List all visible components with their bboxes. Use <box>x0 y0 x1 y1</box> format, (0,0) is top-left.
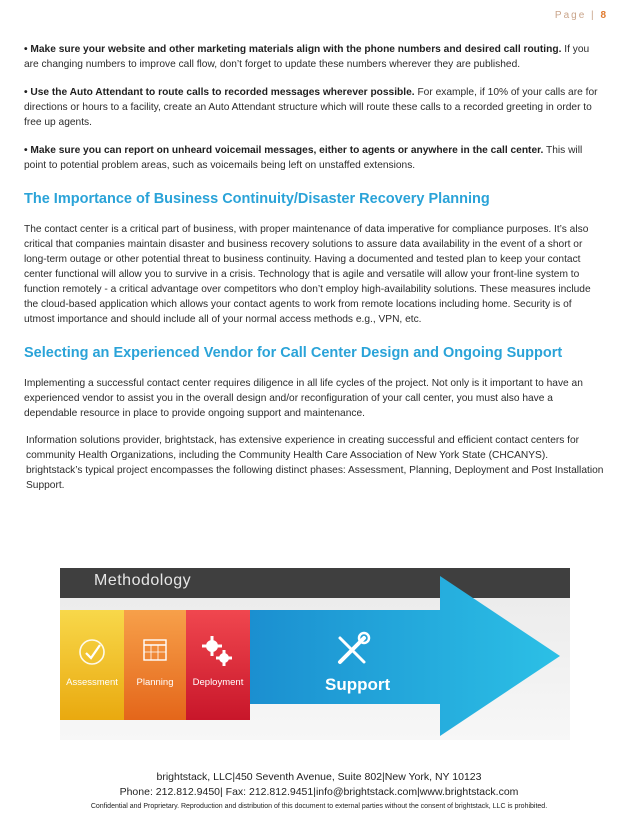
page-prefix: Page | <box>554 10 596 21</box>
bullet-auto-attendant <box>24 85 604 130</box>
methodology-figure <box>60 568 570 740</box>
bullet-website-lead: • Make sure your website and other marketing materials align with the phone numbers and desired call routing. <box>24 44 562 55</box>
paragraph-vendor-1: Implementing a successful contact center requires diligence in all life cycles of the project. Not only is it important to have an experienced vendor to assist you in the overall design and/or reconfiguration of your call center, you must also have a dependable resource in place to provide ongoing support and maintenance. <box>24 378 583 419</box>
support-label: Support <box>325 675 391 694</box>
document-body <box>24 42 604 505</box>
bullet-voicemail <box>24 143 604 173</box>
bullet-auto-attendant-text: For example, if 10% of your calls are for directions or hours to a facility, create an Auto Attendant structure which will route these calls to a recorded greeting in order to free up agents. <box>24 87 598 128</box>
phase-assessment-block <box>60 610 124 720</box>
phase-planning-block <box>124 610 186 720</box>
phase-deployment-label: Deployment <box>192 677 244 688</box>
phase-deployment-block <box>186 610 250 720</box>
section-heading-vendor: Selecting an Experienced Vendor for Call Center Design and Ongoing Support <box>24 345 563 361</box>
bullet-auto-attendant-lead: • Use the Auto Attendant to route calls to recorded messages wherever possible. <box>24 87 415 98</box>
bullet-voicemail-lead: • Make sure you can report on unheard voicemail messages, either to agents or anywhere in the call center. <box>24 145 544 156</box>
footer-contact: Phone: 212.812.9450| Fax: 212.812.9451|info@brightstack.com|www.brightstack.com <box>119 786 519 798</box>
methodology-graphic <box>60 568 570 740</box>
support-arrow <box>250 576 560 736</box>
footer-confidentiality: Confidential and Proprietary. Reproduction and distribution of this document to external parties without the consent of brightstack, LLC is prohibited. <box>90 803 548 810</box>
bullet-website <box>24 42 604 72</box>
section-heading-continuity: The Importance of Business Continuity/Disaster Recovery Planning <box>24 191 490 207</box>
paragraph-vendor-2: Information solutions provider, brightstack, has extensive experience in creating successful and efficient contact centers for community Health Organizations, including the Community Health Care Association of New York State (CHCANYS). brightstack’s typical project encompasses the following distinct phases: Assessment, Planning, Deployment and Post Installation Support. <box>26 435 604 491</box>
bullet-voicemail-text: This will point to potential problem areas, such as voicemails being left on unstaffed extensions. <box>24 145 583 171</box>
phase-planning-label: Planning <box>136 677 174 688</box>
paragraph-continuity: The contact center is a critical part of business, with proper maintenance of data imperative for compliance purposes. It’s also critical that companies maintain disaster and business recovery solutions to assure data availability in the event of a short or long-term outage or other potential threat to business continuity. Having a documented and tested plan to keep your contact center functional will allow you to survive in a crisis. Technology that is agile and versatile will allow your front-line system to function remotely - a critical advantage over competitors who don’t employ high-availability solutions. These measures include the cloud-based application which allows your contact agents to work from remote locations including home. Security is of utmost importance and should include all of your normal access methods e.g., VPN, etc. <box>24 224 591 325</box>
phase-assessment-label: Assessment <box>66 677 118 688</box>
page-number-value: 8 <box>600 10 608 21</box>
bullet-website-text: If you are changing numbers to improve call flow, don’t forget to update these numbers wherever they are published. <box>24 44 590 70</box>
page-number <box>555 10 608 21</box>
methodology-title: Methodology <box>94 572 192 589</box>
footer-address: brightstack, LLC|450 Seventh Avenue, Suite 802|New York, NY 10123 <box>156 771 482 783</box>
